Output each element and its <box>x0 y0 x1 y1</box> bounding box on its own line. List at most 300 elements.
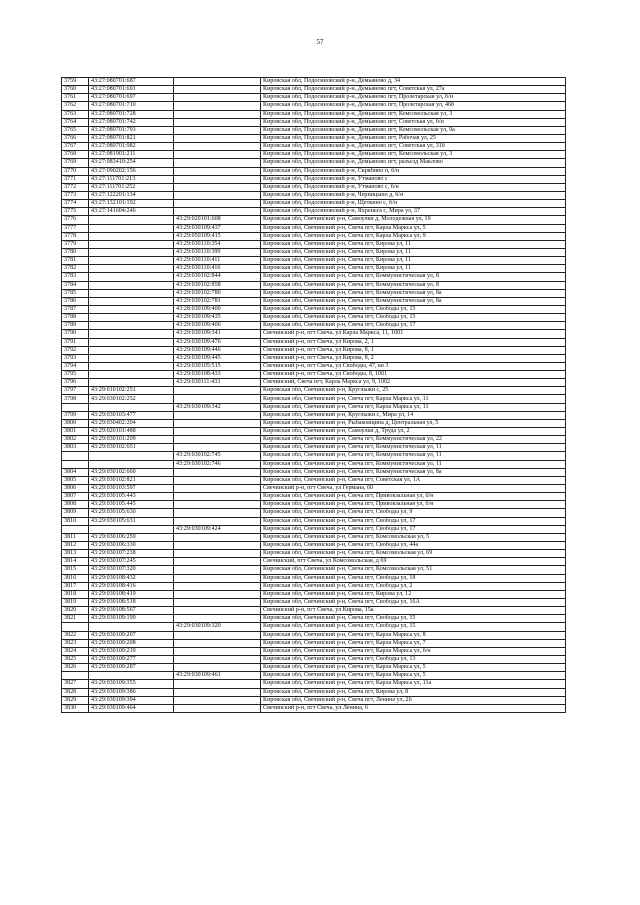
table-row <box>62 468 566 476</box>
row-number-cell: 3772 <box>62 183 89 191</box>
table-row <box>62 680 566 688</box>
address-cell: Свечинский р-н, пгт Свеча, ул Кирова, 2, 1 <box>261 338 566 346</box>
row-number-cell: 3804 <box>62 468 89 476</box>
row-number-cell: 3815 <box>62 566 89 574</box>
table-row <box>62 183 566 191</box>
table-row <box>62 517 566 525</box>
row-number-cell: 3810 <box>62 517 89 525</box>
cadastral-number-land-cell: 43:27:083410:254 <box>89 159 174 167</box>
cadastral-number-land-cell <box>89 330 174 338</box>
address-cell: Свечинский, Свеча пгт, Карла Маркса ул, 9, 1002 <box>261 379 566 387</box>
cadastral-number-building-cell <box>174 493 261 501</box>
cadastral-number-land-cell: 43:29:030107:245 <box>89 558 174 566</box>
cadastral-number-land-cell: 43:29:030102:651 <box>89 444 174 452</box>
cadastral-number-building-cell <box>174 542 261 550</box>
cadastral-number-building-cell <box>174 436 261 444</box>
cadastral-number-building-cell <box>174 444 261 452</box>
cadastral-number-building-cell: 43:29:030109:461 <box>174 672 261 680</box>
table-row <box>62 639 566 647</box>
cadastral-number-land-cell: 43:29:030102:252 <box>89 395 174 403</box>
cadastral-number-land-cell: 43:27:122201:134 <box>89 191 174 199</box>
row-number-cell: 3827 <box>62 680 89 688</box>
cadastral-number-building-cell <box>174 696 261 704</box>
row-number-cell: 3775 <box>62 208 89 216</box>
address-cell: Кировская обл, Свечинский р-н, Свеча пгт, Свободы ул, 18 <box>261 574 566 582</box>
address-cell: Кировская обл, Свечинский р-н, Свеча пгт, Комсомольская ул, 51 <box>261 566 566 574</box>
table-row <box>62 102 566 110</box>
address-cell: Кировская обл, Свечинский р-н, Свеча пгт, Кирова ул, 11 <box>261 265 566 273</box>
address-cell: Кировская обл, Свечинский р-н, Свеча пгт, Коммунистическая ул, 22 <box>261 436 566 444</box>
cadastral-number-building-cell: 43:29:030102:745 <box>174 452 261 460</box>
row-number-cell: 3811 <box>62 533 89 541</box>
row-number-cell: 3778 <box>62 232 89 240</box>
row-number-cell: 3768 <box>62 151 89 159</box>
address-cell: Кировская обл, Свечинский р-н, Свеча пгт, Коммунистическая ул, 8 <box>261 281 566 289</box>
cadastral-number-land-cell: 43:27:080701:793 <box>89 126 174 134</box>
row-number-cell: 3769 <box>62 159 89 167</box>
row-number-cell: 3777 <box>62 224 89 232</box>
cadastral-number-land-cell: 43:29:030109:394 <box>89 696 174 704</box>
row-number-cell: 3795 <box>62 371 89 379</box>
table-row <box>62 590 566 598</box>
cadastral-number-land-cell <box>89 338 174 346</box>
table-row <box>62 134 566 142</box>
cadastral-number-land-cell: 43:29:030105:443 <box>89 493 174 501</box>
row-number-cell: 3767 <box>62 143 89 151</box>
address-cell: Кировская обл, Свечинский р-н, Свеча пгт, Свободы ул, 17 <box>261 517 566 525</box>
table-row <box>62 452 566 460</box>
row-number-cell: 3822 <box>62 631 89 639</box>
cadastral-number-building-cell <box>174 615 261 623</box>
cadastral-number-building-cell <box>174 419 261 427</box>
cadastral-number-land-cell: 43:29:020101:488 <box>89 428 174 436</box>
address-cell: Кировская обл, Свечинский р-н, Свеча пгт, Кирова ул, 11 <box>261 257 566 265</box>
cadastral-number-land-cell: 43:29:030109:207 <box>89 631 174 639</box>
row-number-cell: 3770 <box>62 167 89 175</box>
table-row <box>62 362 566 370</box>
row-number-cell: 3817 <box>62 582 89 590</box>
cadastral-number-land-cell <box>89 525 174 533</box>
address-cell: Кировская обл, Свечинский р-н, Свеча пгт, Свободы ул, 44а <box>261 542 566 550</box>
row-number-cell: 3809 <box>62 509 89 517</box>
table-row <box>62 216 566 224</box>
address-cell: Кировская обл, Свечинский р-н, Рыбаковщина д, Центральная ул, 5 <box>261 419 566 427</box>
cadastral-number-building-cell <box>174 126 261 134</box>
table-row <box>62 607 566 615</box>
cadastral-number-building-cell <box>174 208 261 216</box>
address-cell: Кировская обл, Подосиновский р-н, Утманово с, б/н <box>261 183 566 191</box>
cadastral-number-building-cell: 43:29:030109:406 <box>174 322 261 330</box>
row-number-cell: 3763 <box>62 110 89 118</box>
cadastral-number-building-cell <box>174 191 261 199</box>
cadastral-number-building-cell <box>174 704 261 712</box>
cadastral-number-land-cell <box>89 362 174 370</box>
address-cell: Свечинский р-н, пгт Свеча, ул Свободы, 8, 1001 <box>261 371 566 379</box>
cadastral-number-building-cell: 43:29:030102:858 <box>174 281 261 289</box>
row-number-cell: 3760 <box>62 86 89 94</box>
row-number-cell: 3820 <box>62 607 89 615</box>
row-number-cell: 3783 <box>62 273 89 281</box>
cadastral-number-building-cell <box>174 639 261 647</box>
address-cell: Кировская обл, Подосиновский р-н, Демьяново пгт, Советская ул, 27а <box>261 86 566 94</box>
cadastral-number-land-cell <box>89 460 174 468</box>
table-row <box>62 558 566 566</box>
table-row <box>62 582 566 590</box>
address-cell: Кировская обл, Свечинский р-н, Свеча пгт, Карла Маркса ул, 11 <box>261 403 566 411</box>
row-number-cell: 3779 <box>62 240 89 248</box>
cadastral-number-land-cell: 43:29:030105:445 <box>89 501 174 509</box>
row-number-cell: 3780 <box>62 248 89 256</box>
address-cell: Свечинский р-н, пгт Свеча, ул Кирова, 8, 1 <box>261 346 566 354</box>
row-number-cell: 3799 <box>62 411 89 419</box>
address-cell: Кировская обл, Свечинский р-н, Свеча пгт, Свободы ул, 9 <box>261 509 566 517</box>
row-number-cell: 3805 <box>62 476 89 484</box>
cadastral-number-building-cell: 43:29:030102:780 <box>174 289 261 297</box>
address-cell: Кировская обл, Свечинский р-н, Самоулки д, Труда ул, 2 <box>261 428 566 436</box>
address-cell: Свечинский р-н, пгт Свеча, ул Германа, 60 <box>261 485 566 493</box>
row-number-cell <box>62 460 89 468</box>
cadastral-number-building-cell <box>174 607 261 615</box>
row-number-cell: 3764 <box>62 118 89 126</box>
address-cell: Свечинский, пгт Свеча, ул Комсомольская, д 69 <box>261 558 566 566</box>
table-row <box>62 664 566 672</box>
cadastral-number-building-cell: 43:29:030109:446 <box>174 346 261 354</box>
cadastral-number-building-cell: 43:29:030109:341 <box>174 330 261 338</box>
table-row <box>62 232 566 240</box>
cadastral-number-land-cell: 43:29:030108:518 <box>89 599 174 607</box>
row-number-cell: 3793 <box>62 354 89 362</box>
cadastral-number-building-cell: 43:29:030105:515 <box>174 362 261 370</box>
table-row <box>62 78 566 86</box>
cadastral-number-building-cell <box>174 118 261 126</box>
address-cell: Кировская обл, Свечинский р-н, Свеча пгт, Коммунистическая ул, 8а <box>261 468 566 476</box>
registry-table-body <box>62 78 566 713</box>
cadastral-number-building-cell <box>174 102 261 110</box>
cadastral-number-building-cell <box>174 501 261 509</box>
address-cell: Кировская обл, Свечинский р-н, Круглыжи с, 25 <box>261 387 566 395</box>
cadastral-number-building-cell: 43:29:030108:433 <box>174 371 261 379</box>
cadastral-number-building-cell <box>174 688 261 696</box>
cadastral-number-building-cell <box>174 550 261 558</box>
address-cell: Кировская обл, Подосиновский р-н, Демьяново пгт, Рабочая ул, 25 <box>261 134 566 142</box>
row-number-cell: 3830 <box>62 704 89 712</box>
row-number-cell: 3824 <box>62 647 89 655</box>
address-cell: Кировская обл, Подосиновский р-н, Демьяново пгт, Пролетарская ул, б/н <box>261 94 566 102</box>
cadastral-number-building-cell <box>174 517 261 525</box>
cadastral-number-building-cell: 43:29:030109:424 <box>174 525 261 533</box>
address-cell: Кировская обл, Свечинский р-н, Свеча пгт, Свободы ул, 15 <box>261 623 566 631</box>
cadastral-number-land-cell <box>89 371 174 379</box>
cadastral-number-building-cell <box>174 599 261 607</box>
cadastral-number-land-cell: 43:29:030109:386 <box>89 688 174 696</box>
cadastral-number-land-cell: 43:27:080701:687 <box>89 78 174 86</box>
cadastral-number-building-cell: 43:29:030102:746 <box>174 460 261 468</box>
cadastral-number-building-cell <box>174 509 261 517</box>
cadastral-number-building-cell <box>174 395 261 403</box>
table-row <box>62 688 566 696</box>
cadastral-number-building-cell <box>174 428 261 436</box>
cadastral-number-building-cell <box>174 175 261 183</box>
row-number-cell <box>62 403 89 411</box>
table-row <box>62 428 566 436</box>
cadastral-number-land-cell <box>89 314 174 322</box>
cadastral-number-building-cell: 43:28:030109:400 <box>174 305 261 313</box>
row-number-cell <box>62 525 89 533</box>
address-cell: Кировская обл, Свечинский р-н, Свеча пгт, Кирова ул, 11 <box>261 248 566 256</box>
cadastral-number-land-cell <box>89 240 174 248</box>
cadastral-number-land-cell: 43:27:141604:246 <box>89 208 174 216</box>
row-number-cell: 3813 <box>62 550 89 558</box>
table-row <box>62 615 566 623</box>
address-cell: Кировская обл, Свечинский р-н, Свеча пгт, Привокзальная ул, б/н <box>261 501 566 509</box>
address-cell: Кировская обл, Подосиновский р-н, Черницыно д, б/н <box>261 191 566 199</box>
table-row <box>62 224 566 232</box>
cadastral-number-building-cell <box>174 200 261 208</box>
address-cell: Свечинский р-н, пгт Свеча, ул Карла Маркса, 11, 1001 <box>261 330 566 338</box>
cadastral-number-land-cell: 43:27:080701:821 <box>89 134 174 142</box>
table-row <box>62 273 566 281</box>
cadastral-number-land-cell <box>89 297 174 305</box>
table-row <box>62 143 566 151</box>
address-cell: Кировская обл, Подосиновский р-н, Демьяново пгт, Комсомольская ул, 3 <box>261 151 566 159</box>
cadastral-number-land-cell: 43:27:132101:192 <box>89 200 174 208</box>
cadastral-number-building-cell <box>174 680 261 688</box>
address-cell: Кировская обл, Свечинский р-н, Свеча пгт, Комсомольская ул, 5 <box>261 533 566 541</box>
cadastral-number-land-cell: 43:29:030108:416 <box>89 582 174 590</box>
row-number-cell: 3807 <box>62 493 89 501</box>
cadastral-number-building-cell: 43:29:030110:354 <box>174 240 261 248</box>
table-row <box>62 696 566 704</box>
address-cell: Свечинский р-н, пгт Свеча, ул Кирова, 8, 2 <box>261 354 566 362</box>
cadastral-number-building-cell <box>174 655 261 663</box>
table-row <box>62 525 566 533</box>
address-cell: Свечинский р-н, пгт Свеча, ул Кирова, 15а <box>261 607 566 615</box>
address-cell: Кировская обл, Подосиновский р-н, Скрябино п, б/н <box>261 167 566 175</box>
cadastral-number-building-cell <box>174 143 261 151</box>
row-number-cell: 3816 <box>62 574 89 582</box>
table-row <box>62 151 566 159</box>
cadastral-number-land-cell: 43:27:080701:710 <box>89 102 174 110</box>
cadastral-number-land-cell <box>89 232 174 240</box>
cadastral-number-building-cell: 43:29:020101:608 <box>174 216 261 224</box>
cadastral-number-land-cell: 43:27:111701:213 <box>89 175 174 183</box>
table-row <box>62 338 566 346</box>
table-row <box>62 542 566 550</box>
row-number-cell: 3812 <box>62 542 89 550</box>
cadastral-number-building-cell <box>174 476 261 484</box>
row-number-cell: 3821 <box>62 615 89 623</box>
table-row <box>62 566 566 574</box>
table-row <box>62 86 566 94</box>
cadastral-number-building-cell <box>174 566 261 574</box>
row-number-cell: 3766 <box>62 134 89 142</box>
page-number: 57 <box>316 38 324 46</box>
row-number-cell: 3791 <box>62 338 89 346</box>
cadastral-number-land-cell: 43:29:030109:219 <box>89 647 174 655</box>
table-row <box>62 330 566 338</box>
address-cell: Кировская обл, Свечинский р-н, Свеча пгт, Свободы ул, 15 <box>261 615 566 623</box>
address-cell: Кировская обл, Подосиновский р-н, Утманово с <box>261 175 566 183</box>
address-cell: Кировская обл, Свечинский р-н, Свеча пгт, Карла Маркса ул, 5 <box>261 224 566 232</box>
row-number-cell: 3819 <box>62 599 89 607</box>
cadastral-number-land-cell <box>89 403 174 411</box>
address-cell: Кировская обл, Свечинский р-н, Свеча пгт, Свободы ул, 16А <box>261 599 566 607</box>
cadastral-number-land-cell <box>89 257 174 265</box>
cadastral-number-land-cell: 43:29:030108:432 <box>89 574 174 582</box>
address-cell: Кировская обл, Свечинский р-н, Свеча пгт, Советская ул, 1А <box>261 476 566 484</box>
row-number-cell: 3823 <box>62 639 89 647</box>
cadastral-number-building-cell: 43:29:030109:445 <box>174 354 261 362</box>
address-cell: Кировская обл, Свечинский р-н, Свеча пгт, Коммунистическая ул, 8 <box>261 273 566 281</box>
address-cell: Кировская обл, Свечинский р-н, Свеча пгт, Свободы ул, 15 <box>261 314 566 322</box>
cadastral-number-building-cell <box>174 533 261 541</box>
cadastral-number-building-cell <box>174 167 261 175</box>
cadastral-number-land-cell: 43:29:030402:204 <box>89 419 174 427</box>
table-row <box>62 322 566 330</box>
row-number-cell: 3796 <box>62 379 89 387</box>
row-number-cell: 3802 <box>62 436 89 444</box>
row-number-cell: 3818 <box>62 590 89 598</box>
table-row <box>62 191 566 199</box>
table-row <box>62 371 566 379</box>
cadastral-number-land-cell: 43:29:030109:464 <box>89 704 174 712</box>
row-number-cell: 3826 <box>62 664 89 672</box>
cadastral-number-land-cell: 43:29:030108:567 <box>89 607 174 615</box>
address-cell: Кировская обл, Подосиновский р-н, Демьяново пгт, разъезд Маклово <box>261 159 566 167</box>
cadastral-number-land-cell <box>89 623 174 631</box>
row-number-cell: 3801 <box>62 428 89 436</box>
table-row <box>62 240 566 248</box>
row-number-cell: 3825 <box>62 655 89 663</box>
cadastral-number-building-cell <box>174 590 261 598</box>
cadastral-number-building-cell <box>174 631 261 639</box>
cadastral-number-land-cell: 43:29:030101:209 <box>89 436 174 444</box>
cadastral-number-land-cell: 43:29:030107:238 <box>89 550 174 558</box>
address-cell: Кировская обл, Свечинский р-н, Свеча пгт, Коммунистическая ул, 11 <box>261 460 566 468</box>
address-cell: Кировская обл, Подосиновский р-н, Демьяново пгт, Комсомольская ул, 9а <box>261 126 566 134</box>
address-cell: Свечинский р-н, пгт Свеча, ул Ленина, 6 <box>261 704 566 712</box>
row-number-cell: 3829 <box>62 696 89 704</box>
cadastral-number-land-cell <box>89 672 174 680</box>
address-cell: Кировская обл, Подосиновский р-н, Демьяново пгт, Советская ул, 31б <box>261 143 566 151</box>
table-row <box>62 200 566 208</box>
table-row <box>62 533 566 541</box>
address-cell: Кировская обл, Подосиновский р-н, Яхреньга с, Мира ул, 37 <box>261 208 566 216</box>
cadastral-number-building-cell: 43:29:030109:320 <box>174 623 261 631</box>
table-row <box>62 297 566 305</box>
table-row <box>62 411 566 419</box>
table-row <box>62 631 566 639</box>
cadastral-number-land-cell <box>89 346 174 354</box>
table-row <box>62 574 566 582</box>
table-row <box>62 387 566 395</box>
address-cell: Кировская обл, Подосиновский р-н, Демьяново пгт, Комсомольская ул, 3 <box>261 110 566 118</box>
cadastral-number-building-cell <box>174 411 261 419</box>
cadastral-number-land-cell <box>89 273 174 281</box>
cadastral-number-building-cell: 43:29:030110:416 <box>174 265 261 273</box>
table-row <box>62 110 566 118</box>
cadastral-number-building-cell: 43:29:030102:844 <box>174 273 261 281</box>
table-row <box>62 476 566 484</box>
address-cell: Кировская обл, Свечинский р-н, Свеча пгт, Комсомольская ул, 69 <box>261 550 566 558</box>
row-number-cell: 3786 <box>62 297 89 305</box>
address-cell: Кировская обл, Свечинский р-н, Свеча пгт, Кирова ул, 12 <box>261 590 566 598</box>
cadastral-number-land-cell: 43:29:030109:355 <box>89 680 174 688</box>
table-row <box>62 493 566 501</box>
address-cell: Кировская обл, Свечинский р-н, Свеча пгт, Коммунистическая ул, 11 <box>261 452 566 460</box>
table-row <box>62 281 566 289</box>
table-row <box>62 509 566 517</box>
table-row <box>62 175 566 183</box>
row-number-cell: 3765 <box>62 126 89 134</box>
table-row <box>62 118 566 126</box>
address-cell: Кировская обл, Свечинский р-н, Свеча пгт, Карла Маркса ул, б/н <box>261 647 566 655</box>
cadastral-number-land-cell: 43:27:080701:697 <box>89 94 174 102</box>
table-row <box>62 314 566 322</box>
address-cell: Кировская обл, Свечинский р-н, Свеча пгт, Свободы ул, 17 <box>261 525 566 533</box>
registry-table <box>61 77 566 713</box>
table-row <box>62 419 566 427</box>
cadastral-number-building-cell <box>174 582 261 590</box>
cadastral-number-land-cell: 43:29:030102:660 <box>89 468 174 476</box>
cadastral-number-land-cell <box>89 248 174 256</box>
cadastral-number-building-cell: 43:29:030110:399 <box>174 248 261 256</box>
table-row <box>62 672 566 680</box>
address-cell: Кировская обл, Свечинский р-н, Свеча пгт, Кирова ул, 8 <box>261 688 566 696</box>
cadastral-number-building-cell <box>174 574 261 582</box>
row-number-cell <box>62 672 89 680</box>
table-row <box>62 289 566 297</box>
cadastral-number-land-cell: 43:27:081901:211 <box>89 151 174 159</box>
row-number-cell: 3762 <box>62 102 89 110</box>
row-number-cell: 3788 <box>62 314 89 322</box>
cadastral-number-land-cell <box>89 322 174 330</box>
row-number-cell: 3808 <box>62 501 89 509</box>
row-number-cell: 3787 <box>62 305 89 313</box>
cadastral-number-building-cell <box>174 78 261 86</box>
address-cell: Кировская обл, Свечинский р-н, Свеча пгт, Свободы ул, 13 <box>261 655 566 663</box>
cadastral-number-land-cell <box>89 305 174 313</box>
address-cell: Кировская обл, Свечинский р-н, Самоулки д, Молодежная ул, 19 <box>261 216 566 224</box>
cadastral-number-building-cell <box>174 159 261 167</box>
cadastral-number-land-cell <box>89 265 174 273</box>
address-cell: Кировская обл, Подосиновский р-н, Демьяново пгт, Пролетарская ул, 46б <box>261 102 566 110</box>
address-cell: Кировская обл, Свечинский р-н, Свеча пгт, Свободы ул, 17 <box>261 322 566 330</box>
row-number-cell: 3774 <box>62 200 89 208</box>
cadastral-number-land-cell: 43:29:030103:477 <box>89 411 174 419</box>
address-cell: Кировская обл, Подосиновский р-н, Демьяново пгт, Советская ул, б/н <box>261 118 566 126</box>
cadastral-number-building-cell <box>174 134 261 142</box>
address-cell: Кировская обл, Свечинский р-н, Свеча пгт, Карла Маркса ул, 8 <box>261 631 566 639</box>
row-number-cell: 3776 <box>62 216 89 224</box>
cadastral-number-land-cell <box>89 452 174 460</box>
cadastral-number-building-cell <box>174 151 261 159</box>
row-number-cell: 3785 <box>62 289 89 297</box>
row-number-cell: 3771 <box>62 175 89 183</box>
row-number-cell: 3798 <box>62 395 89 403</box>
address-cell: Кировская обл, Свечинский р-н, Свеча пгт, Карла Маркса ул, 11а <box>261 680 566 688</box>
row-number-cell <box>62 623 89 631</box>
table-row <box>62 460 566 468</box>
cadastral-number-building-cell: 43:29:030102:781 <box>174 297 261 305</box>
table-row <box>62 94 566 102</box>
address-cell: Кировская обл, Свечинский р-н, Свеча пгт, Карла Маркса ул, 9 <box>261 232 566 240</box>
table-row <box>62 704 566 712</box>
cadastral-number-building-cell <box>174 664 261 672</box>
row-number-cell: 3828 <box>62 688 89 696</box>
address-cell: Свечинский р-н, пгт Свеча, ул Свободы, 47, кв 3 <box>261 362 566 370</box>
row-number-cell: 3761 <box>62 94 89 102</box>
